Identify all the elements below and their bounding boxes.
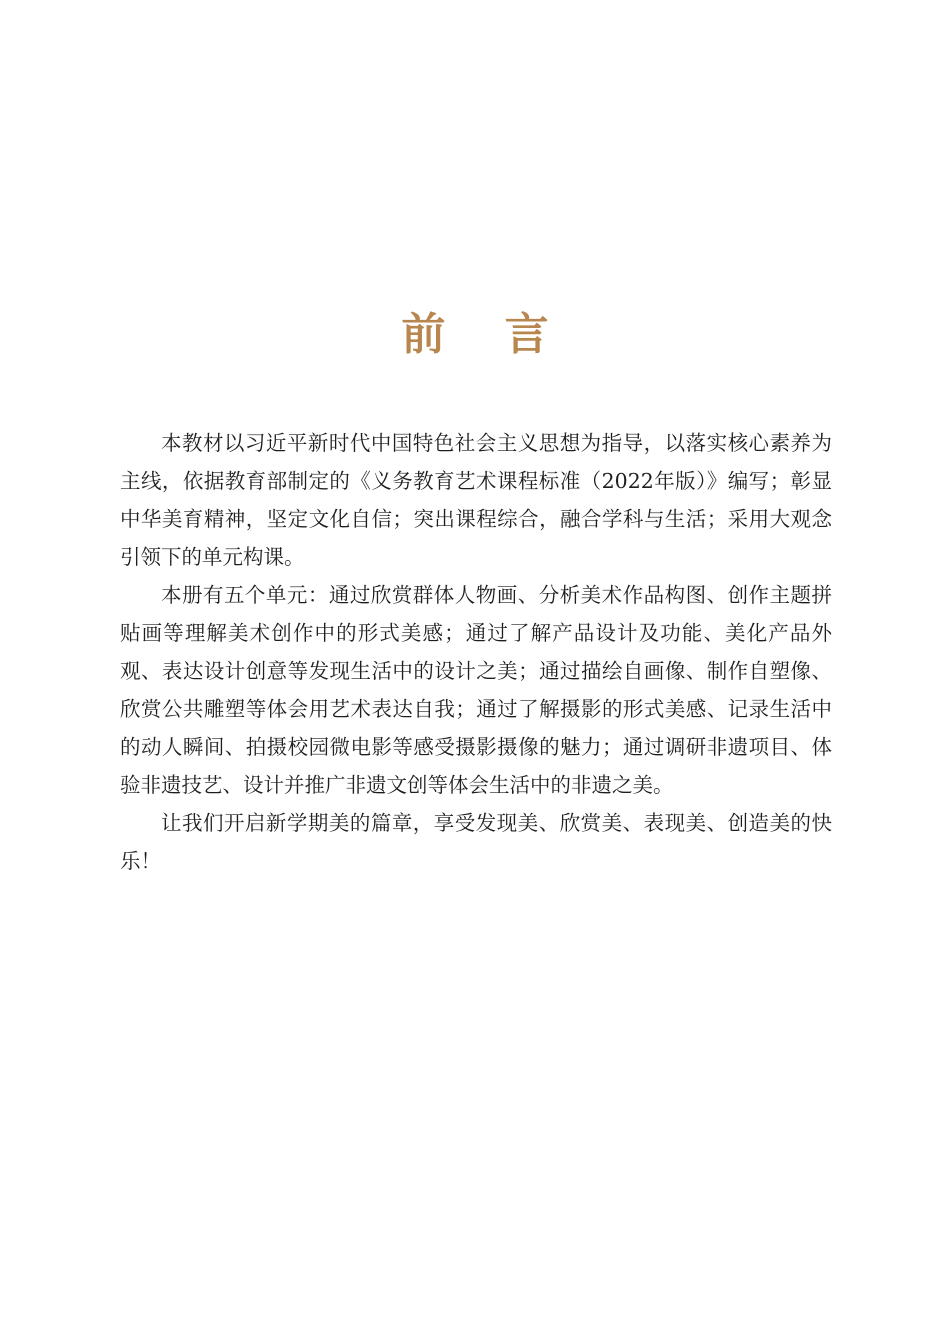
paragraph-2: 本册有五个单元：通过欣赏群体人物画、分析美术作品构图、创作主题拼贴画等理解美术创作中的形式美感；通过了解产品设计及功能、美化产品外观、表达设计创意等发现生活中的设计之美；通过描绘自画像、制作自塑像、欣赏公共雕塑等体会用艺术表达自我；通过了解摄影的形式美感、记录生活中的动人瞬间、拍摄校园微电影等感受摄影摄像的魅力；通过调研非遗项目、体验非遗技艺、设计并推广非遗文创等体会生活中的非遗之美。 [120, 583, 832, 797]
paragraph-3: 让我们开启新学期美的篇章，享受发现美、欣赏美、表现美、创造美的快乐！ [120, 811, 832, 873]
paragraph-1: 本教材以习近平新时代中国特色社会主义思想为指导，以落实核心素养为主线，依据教育部制定的《义务教育艺术课程标准（2022年版）》编写；彰显中华美育精神，坚定文化自信；突出课程综合，融合学科与生活；采用大观念引领下的单元构课。 [120, 431, 832, 569]
preface-body [120, 424, 832, 880]
page-title: 前 言 [401, 309, 571, 361]
